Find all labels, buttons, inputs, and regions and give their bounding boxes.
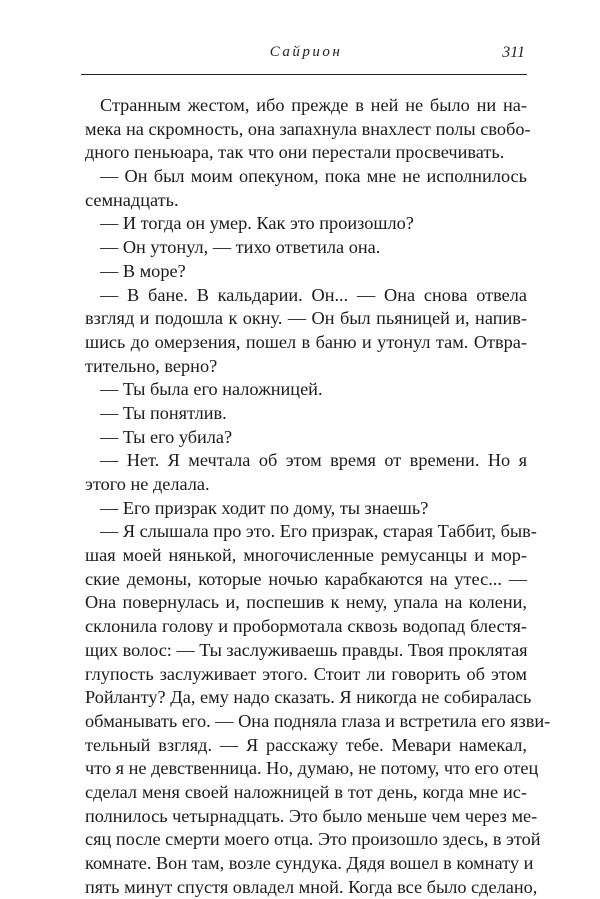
text-line: взгляд и подошла к окну. — Он был пьяницей и, напив-: [85, 308, 527, 329]
page-number: 311: [502, 44, 525, 61]
text-line: что я не девственница. Но, думаю, не потому, что его отец: [85, 758, 539, 779]
text-line: сяц после смерти моего отца. Это произошло здесь, в этой: [85, 829, 541, 850]
body-text: [85, 94, 551, 899]
text-line: — Его призрак ходит по дому, ты знаешь?: [100, 497, 429, 518]
text-line: — Он утонул, — тихо ответила она.: [100, 237, 381, 258]
text-line: этого не делала.: [85, 474, 210, 494]
text-line: склонила голову и пробормотала сквозь водопад блестя-: [85, 616, 527, 637]
text-line: сделал меня своей наложницей в тот день, когда мне ис-: [85, 781, 527, 802]
text-line: тельный взгляд. — Я расскажу тебе. Мевари намекал,: [85, 734, 527, 755]
text-line: — Ты была его наложницей.: [100, 379, 323, 400]
text-line: полнилось четырнадцать. Это было меньше чем через ме-: [85, 805, 538, 826]
text-line: комнате. Вон там, возле сундука. Дядя вошел в комнату и: [85, 853, 534, 873]
text-line: глупость заслуживает этого. Стоит ли говорить об этом: [85, 663, 527, 684]
text-line: шись до омерзения, пошел в баню и утонул там. Отвра-: [85, 331, 527, 352]
text-line: — Ты его убила?: [100, 426, 233, 447]
text-line: — Я слышала про это. Его призрак, старая Таббит, быв-: [100, 521, 537, 542]
text-line: — Нет. Я мечтала об этом время от времени. Но я: [100, 450, 527, 471]
running-title: Сайрион: [269, 44, 343, 60]
running-head: [87, 44, 525, 68]
text-line: — Он был моим опекуном, пока мне не исполнилось: [100, 166, 527, 187]
text-line: — В море?: [100, 260, 186, 281]
text-line: щих волос: — Ты заслуживаешь правды. Твоя проклятая: [85, 639, 528, 660]
text-line: дного пеньюара, так что они перестали просвечивать.: [85, 142, 505, 163]
text-line: тительно, верно?: [85, 355, 218, 376]
text-line: ские демоны, которые ночью карабкаются на утес... —: [85, 568, 527, 589]
text-line: Странным жестом, ибо прежде в ней не было ни на-: [100, 95, 527, 115]
text-line: обманывать его. — Она подняла глаза и встретила его язви-: [85, 710, 551, 731]
text-line: пять минут спустя овладел мной. Когда все было сделано,: [85, 876, 538, 897]
header-rule: [81, 74, 527, 75]
text-line: шая моей нянькой, многочисленные ремусанцы и мор-: [85, 545, 527, 566]
text-line: — В бане. В кальдарии. Он... — Она снова отвела: [100, 284, 527, 305]
text-line: Ройланту? Да, ему надо сказать. Я никогда не собиралась: [85, 687, 532, 708]
text-line: Она повернулась и, поспешив к нему, упала на колени,: [85, 592, 527, 613]
text-line: — Ты понятлив.: [100, 402, 227, 423]
text-line: мека на скромность, она запахнула внахлест полы свобо-: [85, 118, 531, 139]
text-line: семнадцать.: [85, 189, 179, 210]
text-line: — И тогда он умер. Как это произошло?: [100, 213, 414, 234]
